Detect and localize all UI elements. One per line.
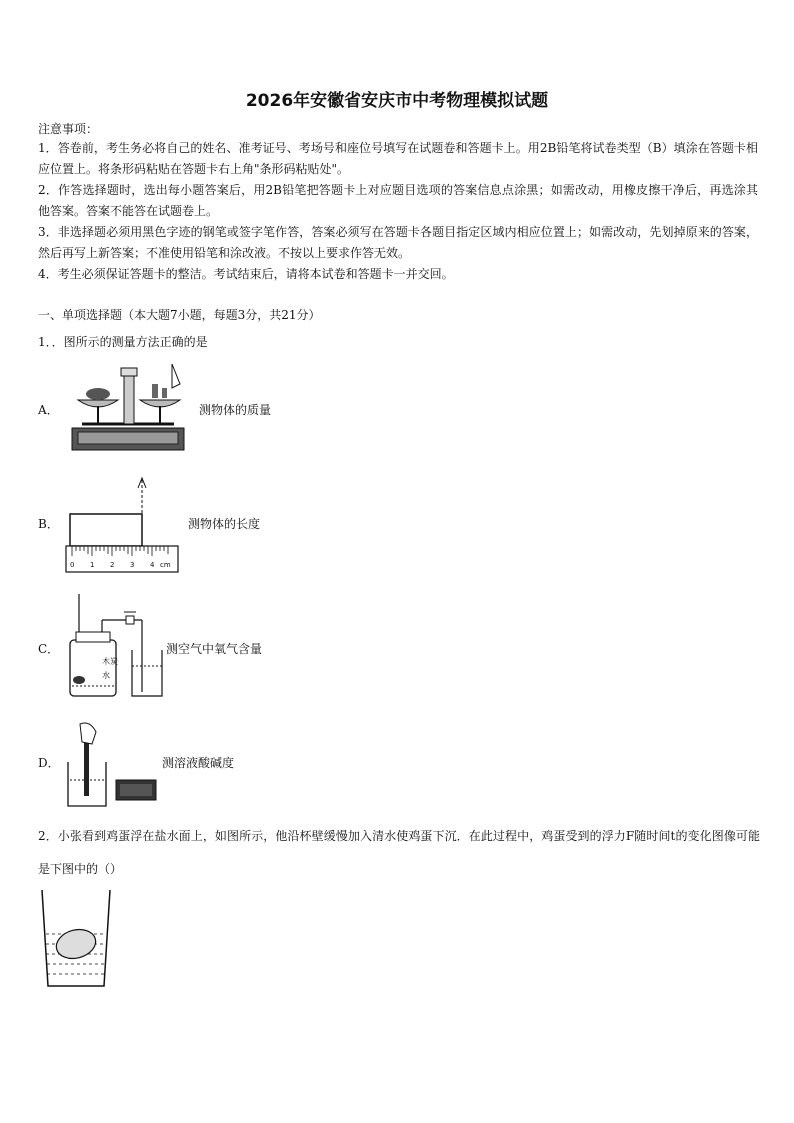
note-item-3: 3．非选择题必须用黑色字迹的钢笔或签字笔作答，答案必须写在答题卡各题目指定区域内相应位置上；如需改动，先划掉原来的答案，然后再写上新答案；不准使用铅笔和涂改液。不按以上要求作答无效。 — [38, 225, 758, 260]
balance-scale-figure — [68, 362, 188, 456]
option-a-label: A． — [38, 403, 59, 417]
oxygen-apparatus-figure — [62, 592, 168, 702]
ruler-tick-0: 0 — [70, 561, 75, 569]
question-1-stem: 1．．图所示的测量方法正确的是 — [38, 335, 208, 349]
question-2-stem: 2．小张看到鸡蛋浮在盐水面上，如图所示，他沿杯壁缓慢加入清水使鸡蛋下沉．在此过程中，鸡蛋受到的浮力F随时间t的变化图像可能是下图中的（） — [38, 829, 760, 876]
option-c-label: C． — [38, 642, 60, 656]
ruler-tick-1: 1 — [90, 561, 95, 569]
option-b-label: B． — [38, 517, 59, 531]
ruler-tick-3: 3 — [130, 561, 135, 569]
ruler-tick-4: 4 — [150, 561, 155, 569]
notes-heading: 注意事项： — [38, 122, 99, 136]
section-heading: 一、单项选择题（本大题7小题，每题3分，共21分） — [38, 308, 321, 322]
option-a-text: 测物体的质量 — [199, 403, 272, 417]
option-b-text: 测物体的长度 — [188, 517, 261, 531]
ruler-tick-unit: cm — [160, 561, 171, 569]
notes-list — [38, 138, 758, 285]
page-title: 2026年安徽省安庆市中考物理模拟试题 — [245, 91, 549, 111]
label-charcoal: 木炭 — [102, 657, 118, 666]
note-item-2: 2．作答选择题时，选出每小题答案后，用2B铅笔把答题卡上对应题目选项的答案信息点涂黑；如需改动，用橡皮擦干净后，再选涂其他答案。答案不能答在试题卷上。 — [38, 183, 758, 218]
ruler-figure — [64, 474, 182, 578]
ph-test-figure — [62, 718, 162, 810]
label-water: 水 — [102, 671, 110, 680]
ruler-tick-2: 2 — [110, 561, 115, 569]
note-item-4: 4．考生必须保证答题卡的整洁。考试结束后，请将本试卷和答题卡一并交回。 — [38, 267, 454, 281]
egg-beaker-figure — [38, 886, 114, 992]
option-c-text: 测空气中氧气含量 — [166, 642, 263, 656]
option-d-text: 测溶液酸碱度 — [162, 756, 235, 770]
note-item-1: 1．答卷前，考生务必将自己的姓名、准考证号、考场号和座位号填写在试题卷和答题卡上。用2B铅笔将试卷类型（B）填涂在答题卡相应位置上。将条形码粘贴在答题卡右上角"条形码粘贴处"。 — [38, 141, 758, 176]
option-d-label: D． — [38, 756, 60, 770]
